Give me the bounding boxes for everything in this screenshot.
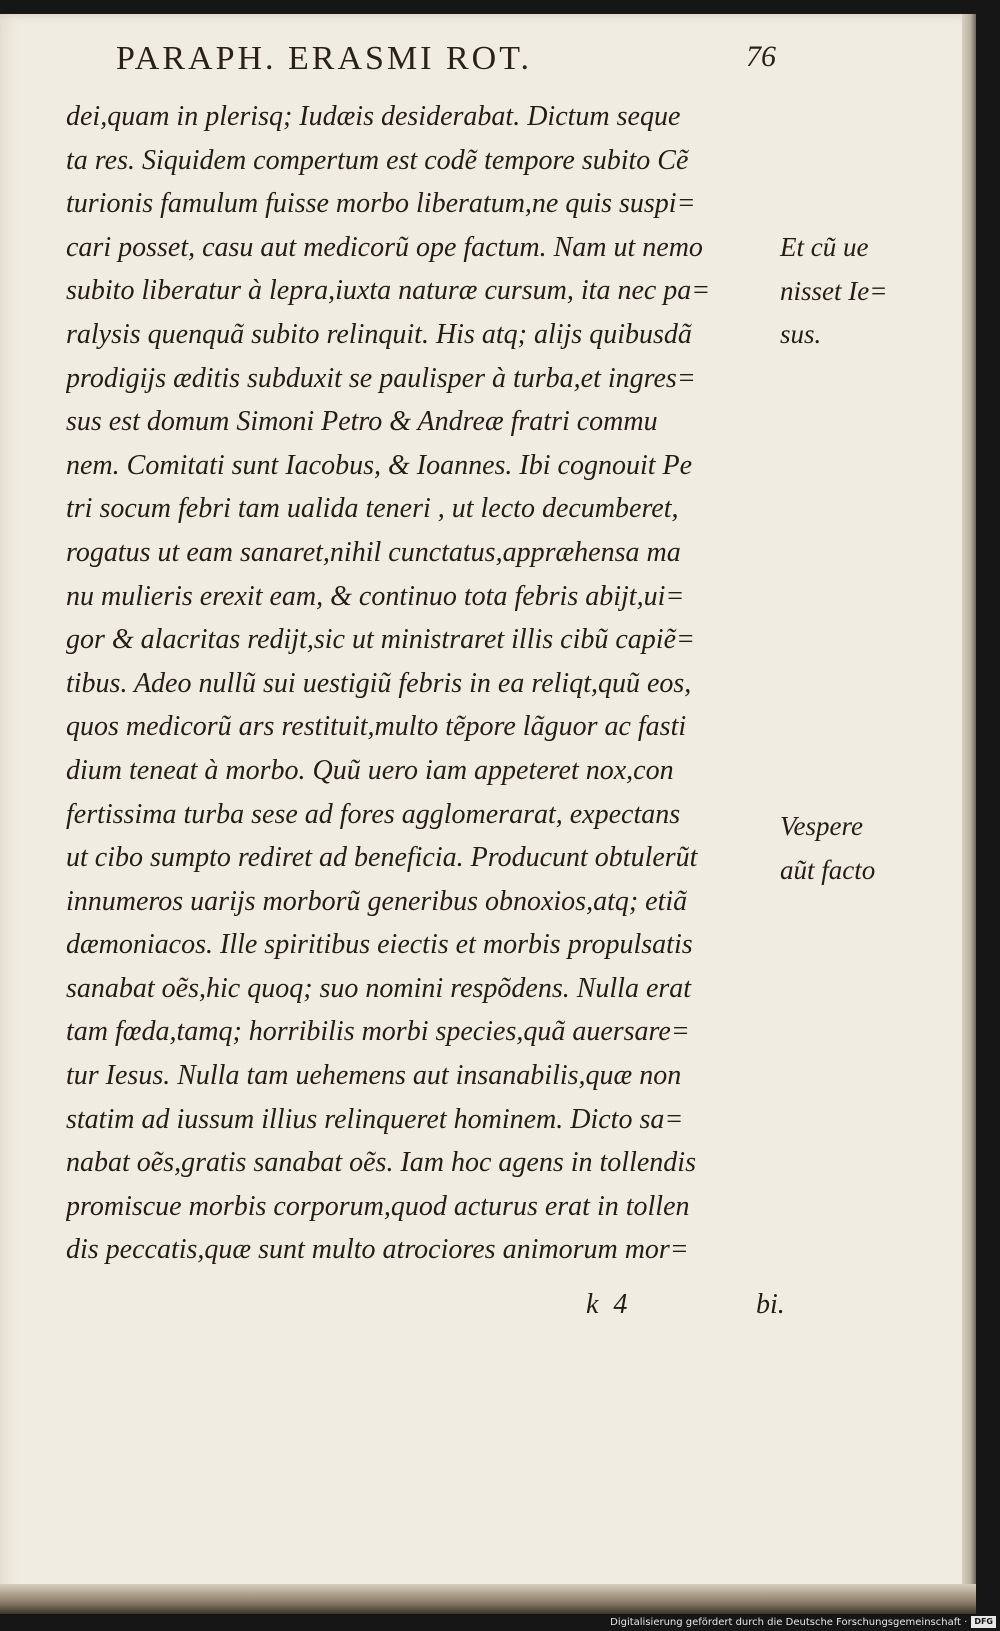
dfg-logo-icon: DFG bbox=[971, 1616, 996, 1628]
text-line: tam fœda,tamq; horribilis morbi species,quã auersare= bbox=[66, 1016, 690, 1048]
text-line: sanabat oẽs,hic quoq; suo nomini respõdens. Nulla erat bbox=[66, 972, 692, 1004]
text-line: dis peccatis,quæ sunt multo atrociores animorum mor= bbox=[66, 1234, 689, 1266]
folio-number: 76 bbox=[746, 40, 776, 73]
text-line: cari posset, casu aut medicorũ ope factum. Nam ut nemo bbox=[66, 231, 703, 263]
text-line: tibus. Adeo nullũ sui uestigiũ febris in ea reliqt,quũ eos, bbox=[66, 667, 692, 699]
text-line: turionis famulum fuisse morbo liberatum,ne quis suspi= bbox=[66, 188, 696, 220]
text-line: innumeros uarijs morborũ generibus obnoxios,atq; etiã bbox=[66, 885, 688, 917]
text-line: dium teneat à morbo. Quũ uero iam appeteret nox,con bbox=[66, 754, 674, 786]
credit-text: Digitalisierung gefördert durch die Deutsche Forschungsgemeinschaft · bbox=[610, 1616, 968, 1628]
main-text-block bbox=[66, 95, 786, 1272]
text-line: nabat oẽs,gratis sanabat oẽs. Iam hoc agens in tollendis bbox=[66, 1147, 696, 1179]
page-bottom-edge bbox=[0, 1584, 976, 1614]
text-line: nem. Comitati sunt Iacobus, & Ioannes. Ibi cognouit Pe bbox=[66, 449, 693, 481]
margin-note-vespere bbox=[780, 805, 910, 892]
margin-note-line: sus. bbox=[780, 319, 822, 350]
text-line: tri socum febri tam ualida teneri , ut lecto decumberet, bbox=[66, 493, 679, 525]
text-line: gor & alacritas redijt,sic ut ministraret illis cibũ capiẽ= bbox=[66, 624, 695, 656]
text-line: statim ad iussum illius relinqueret hominem. Dicto sa= bbox=[66, 1103, 684, 1135]
margin-note-et-cum-venisset bbox=[780, 226, 910, 357]
text-line: subito liberatur à lepra,iuxta naturæ cursum, ita nec pa= bbox=[66, 275, 711, 307]
digitization-credit bbox=[610, 1615, 996, 1629]
text-line: tur Iesus. Nulla tam uehemens aut insanabilis,quæ non bbox=[66, 1060, 682, 1092]
text-line: promiscue morbis corporum,quod acturus erat in tollen bbox=[66, 1190, 690, 1222]
margin-note-line: Et cũ ue bbox=[780, 232, 869, 262]
page-header bbox=[116, 40, 776, 96]
margin-note-line: Vespere bbox=[780, 811, 863, 841]
running-head: PARAPH. ERASMI ROT. bbox=[116, 40, 532, 77]
margin-note-line: aũt facto bbox=[780, 854, 876, 885]
text-line: quos medicorũ ars restituit,multo tẽpore lãguor ac fasti bbox=[66, 711, 687, 743]
text-line: sus est domum Simoni Petro & Andreæ fratri commu bbox=[66, 406, 658, 438]
text-line: ut cibo sumpto rediret ad beneficia. Producunt obtulerũt bbox=[66, 842, 698, 874]
catchword: bi. bbox=[756, 1289, 785, 1320]
text-line: dæmoniacos. Ille spiritibus eiectis et morbis propulsatis bbox=[66, 929, 693, 961]
text-line: ta res. Siquidem compertum est codẽ tempore subito Cẽ bbox=[66, 144, 689, 176]
margin-note-line: nisset Ie= bbox=[780, 275, 888, 306]
text-line: dei,quam in plerisq; Iudæis desiderabat. Dictum seque bbox=[66, 101, 681, 132]
text-line: fertissima turba sese ad fores agglomerarat, expectans bbox=[66, 798, 681, 830]
page-edge bbox=[962, 14, 976, 1614]
text-line: ralysis quenquã subito relinquit. His atq; alijs quibusdã bbox=[66, 318, 692, 350]
signature-mark: k 4 bbox=[586, 1289, 632, 1320]
text-line: rogatus ut eam sanaret,nihil cunctatus,appræhensa ma bbox=[66, 536, 681, 568]
text-line: nu mulieris erexit eam, & continuo tota febris abijt,ui= bbox=[66, 580, 685, 612]
text-line: prodigijs æditis subduxit se paulisper à turba,et ingres= bbox=[66, 362, 696, 394]
